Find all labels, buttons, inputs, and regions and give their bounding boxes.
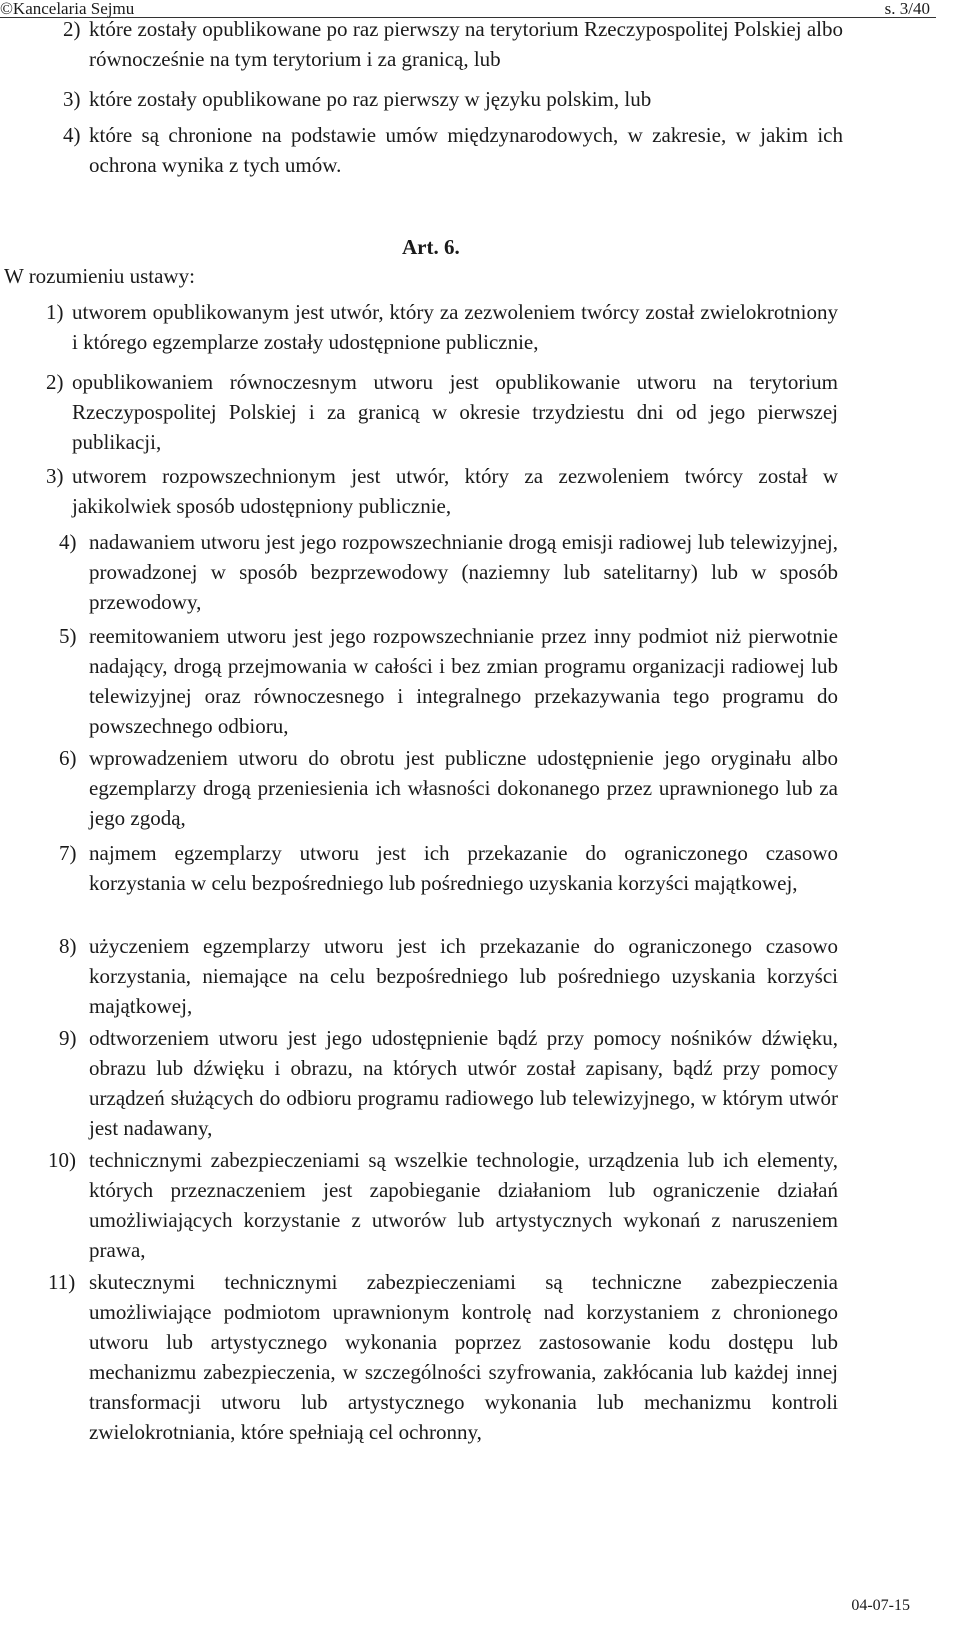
- header-copyright: ©Kancelaria Sejmu: [0, 0, 135, 18]
- footer-date: 04-07-15: [851, 1597, 910, 1614]
- definition-number: 1): [46, 300, 64, 324]
- definition-number: 5): [59, 624, 77, 648]
- definition-text: odtworzeniem utworu jest jego udostępnienie bądź przy pomocy nośników dźwięku, obrazu lub dźwięku i obrazu, na których utwór został zapisany, bądź przy pomocy urządzeń służących do odbioru programu radiowego lub telewizyjnego, w którym utwór jest nadawany,: [89, 1026, 838, 1140]
- list-item-number: 2): [63, 17, 81, 41]
- list-item-text: które są chronione na podstawie umów międzynarodowych, w zakresie, w jakim ich ochrona wynika z tych umów.: [89, 123, 843, 177]
- article-title: Art. 6.: [402, 235, 460, 259]
- definition-item: [59, 1023, 838, 1143]
- definition-number: 6): [59, 746, 77, 770]
- list-item: [63, 14, 843, 74]
- definition-item: [46, 297, 838, 357]
- definition-text: technicznymi zabezpieczeniami są wszelkie technologie, urządzenia lub ich elementy, których przeznaczeniem jest zapobieganie działaniom lub ograniczenie działań umożliwiających korzystanie z utworów lub artystycznych wykonań z naruszeniem prawa,: [89, 1148, 838, 1262]
- definition-text: utworem rozpowszechnionym jest utwór, który za zezwoleniem twórcy został w jakikolwiek sposób udostępniony publicznie,: [72, 464, 838, 518]
- definition-text: najmem egzemplarzy utworu jest ich przekazanie do ograniczonego czasowo korzystania w celu bezpośredniego lub pośredniego uzyskania korzyści majątkowej,: [89, 841, 838, 895]
- definition-text: utworem opublikowanym jest utwór, który za zezwoleniem twórcy został zwielokrotniony i którego egzemplarze zostały udostępnione publicznie,: [72, 300, 838, 354]
- definition-item: [59, 743, 838, 833]
- list-item: [63, 120, 843, 180]
- header-page-number: s. 3/40: [884, 0, 930, 18]
- definition-text: wprowadzeniem utworu do obrotu jest publiczne udostępnienie jego oryginału albo egzemplarzy drogą przeniesienia ich własności dokonanego przez uprawnionego lub za jego zgodą,: [89, 746, 838, 830]
- definition-text: reemitowaniem utworu jest jego rozpowszechnianie przez inny podmiot niż pierwotnie nadający, drogą przejmowania w całości i bez zmian programu organizacji radiowej lub telewizyjnej oraz równoczesnego i integralnego przekazywania tego programu do powszechnego odbioru,: [89, 624, 838, 738]
- list-item-text: które zostały opublikowane po raz pierwszy w języku polskim, lub: [89, 87, 652, 111]
- definition-text: opublikowaniem równoczesnym utworu jest opublikowanie utworu na terytorium Rzeczypospolitej Polskiej i za granicą w okresie trzydziestu dni od jego pierwszej publikacji,: [72, 370, 838, 454]
- definition-number: 9): [59, 1026, 77, 1050]
- definition-number: 3): [46, 464, 64, 488]
- definition-item: [46, 461, 838, 521]
- definition-text: nadawaniem utworu jest jego rozpowszechnianie drogą emisji radiowej lub telewizyjnej, prowadzonej w sposób bezprzewodowy (naziemny lub satelitarny) lub w sposób przewodowy,: [89, 530, 838, 614]
- definition-item: [59, 621, 838, 741]
- article-intro: W rozumieniu ustawy:: [4, 264, 195, 288]
- definition-number: 4): [59, 530, 77, 554]
- definition-item: [59, 838, 838, 898]
- definition-item: [59, 931, 838, 1021]
- list-item-number: 4): [63, 123, 81, 147]
- list-item: [63, 84, 843, 114]
- list-item-text: które zostały opublikowane po raz pierwszy na terytorium Rzeczypospolitej Polskiej albo równocześnie na tym terytorium i za granicą, lub: [89, 17, 843, 71]
- definition-item: [59, 527, 838, 617]
- definition-item: [46, 367, 838, 457]
- definition-text: skutecznymi technicznymi zabezpieczeniami są techniczne zabezpieczenia umożliwiające podmiotom uprawnionym kontrolę nad korzystaniem z chronionego utworu lub artystycznego wykonania poprzez zastosowanie kodu dostępu lub mechanizmu zabezpieczenia, w szczególności szyfrowania, zakłócania lub każdej innej transformacji utworu lub artystycznego wykonania lub mechanizmu kontroli zwielokrotniania, które spełniają cel ochronny,: [89, 1270, 838, 1444]
- definition-number: 2): [46, 370, 64, 394]
- definition-number: 8): [59, 934, 77, 958]
- definition-text: użyczeniem egzemplarzy utworu jest ich przekazanie do ograniczonego czasowo korzystania, niemające na celu bezpośredniego lub pośredniego uzyskania korzyści majątkowej,: [89, 934, 838, 1018]
- definition-number: 7): [59, 841, 77, 865]
- list-item-number: 3): [63, 87, 81, 111]
- definition-number: 10): [48, 1148, 76, 1172]
- definition-number: 11): [48, 1270, 76, 1294]
- definition-item: [48, 1145, 838, 1265]
- definition-item: [48, 1267, 838, 1447]
